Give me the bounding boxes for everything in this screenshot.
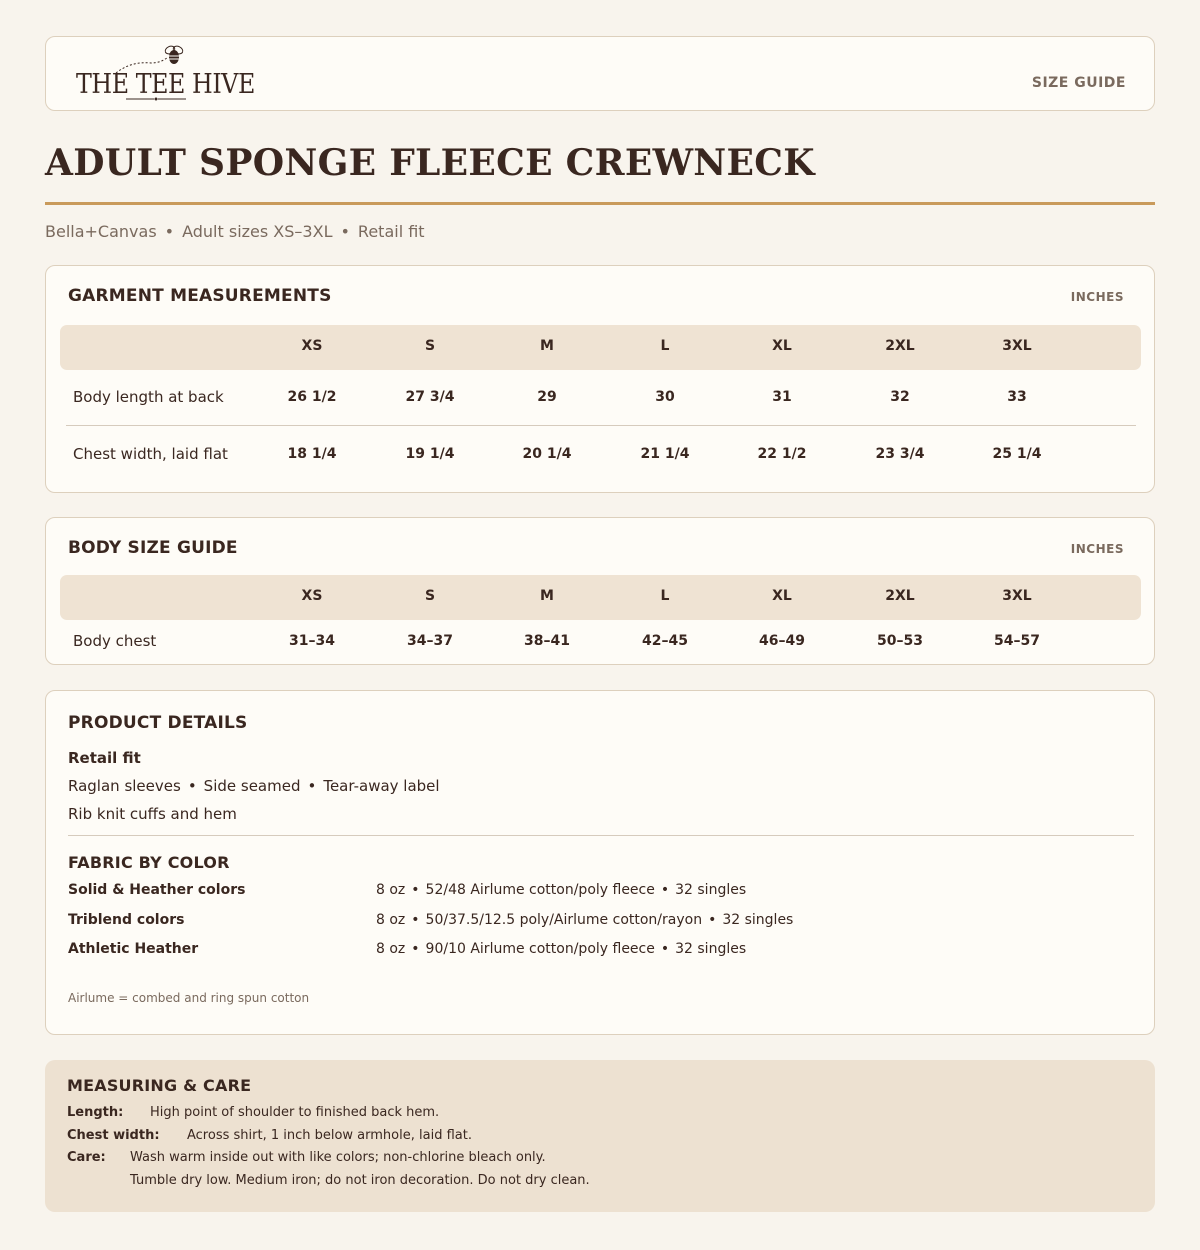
fabric-yarn: 32 singles (675, 941, 747, 957)
size-header: 2XL (885, 588, 915, 604)
size-header: L (660, 588, 670, 604)
length-text: High point of shoulder to finished back hem. (150, 1105, 440, 1120)
table-cell: 18 1/4 (287, 446, 337, 462)
fabric-yarn: 32 singles (675, 882, 747, 898)
subtitle-fit: Retail fit (357, 222, 425, 241)
section-title: PRODUCT DETAILS (68, 713, 248, 733)
size-guide-link[interactable]: SIZE GUIDE (1031, 75, 1126, 91)
table-header (60, 325, 1141, 370)
size-header: 3XL (1002, 338, 1032, 354)
table-cell: 42–45 (642, 633, 688, 649)
table-cell: 50–53 (877, 633, 923, 649)
chest-width-label: Chest width: (67, 1128, 160, 1143)
size-header: L (660, 338, 670, 354)
chest-width-text: Across shirt, 1 inch below armhole, laid flat. (187, 1128, 472, 1143)
table-cell: 54–57 (994, 633, 1040, 649)
fabric-spec (376, 882, 746, 898)
subtitle-separator: • (340, 222, 350, 241)
fabric-spec (376, 912, 793, 928)
fabric-yarn: 32 singles (722, 912, 794, 928)
fabric-title: FABRIC BY COLOR (68, 853, 230, 872)
row-label: Body chest (73, 632, 157, 650)
fabric-content: 90/10 Airlume cotton/poly fleece (425, 941, 655, 957)
table-cell: 26 1/2 (287, 389, 337, 405)
table-cell: 46–49 (759, 633, 805, 649)
table-cell: 21 1/4 (640, 446, 690, 462)
table-cell: 22 1/2 (757, 446, 807, 462)
fabric-content: 50/37.5/12.5 poly/Airlume cotton/rayon (425, 912, 703, 928)
table-cell: 25 1/4 (992, 446, 1042, 462)
fabric-weight: 8 oz (376, 941, 406, 957)
fabric-separator: • (660, 882, 670, 898)
fabric-content: 52/48 Airlume cotton/poly fleece (425, 882, 655, 898)
fabric-weight: 8 oz (376, 912, 406, 928)
size-header: 2XL (885, 338, 915, 354)
size-header: XS (301, 588, 323, 604)
table-cell: 30 (655, 389, 675, 405)
length-label: Length: (67, 1105, 124, 1120)
table-cell: 31 (772, 389, 792, 405)
table-cell: 32 (890, 389, 910, 405)
fabric-separator: • (708, 912, 717, 928)
size-header: S (424, 338, 436, 354)
table-cell: 31–34 (289, 633, 335, 649)
feature-item: Raglan sleeves (68, 777, 181, 795)
table-cell: 34–37 (407, 633, 453, 649)
size-header: M (540, 338, 554, 354)
subtitle-brand: Bella+Canvas (45, 222, 157, 241)
size-header: M (540, 588, 554, 604)
fabric-separator: • (660, 941, 670, 957)
table-cell: 29 (537, 389, 557, 405)
feature-item: Tear-away label (323, 777, 440, 795)
unit-label: INCHES (1070, 290, 1124, 304)
section-title: GARMENT MEASUREMENTS (68, 286, 332, 306)
row-label: Chest width, laid flat (73, 445, 228, 463)
title-divider (45, 202, 1155, 205)
fit-label: Retail fit (68, 749, 141, 767)
section-divider (68, 835, 1134, 836)
size-header: S (424, 588, 436, 604)
product-details-card (45, 690, 1155, 1035)
table-header (60, 575, 1141, 620)
page-title: ADULT SPONGE FLEECE CREWNECK (45, 142, 815, 184)
construction-text: Rib knit cuffs and hem (68, 805, 237, 823)
fabric-label: Athletic Heather (68, 941, 199, 957)
fabric-separator: • (411, 882, 420, 898)
section-title: MEASURING & CARE (67, 1076, 252, 1095)
table-cell: 20 1/4 (522, 446, 572, 462)
fabric-weight: 8 oz (376, 882, 406, 898)
section-title: BODY SIZE GUIDE (68, 538, 238, 558)
feature-item: Side seamed (203, 777, 301, 795)
care-text: Wash warm inside out with like colors; non-chlorine bleach only. (130, 1150, 546, 1165)
care-text: Tumble dry low. Medium iron; do not iron decoration. Do not dry clean. (130, 1173, 590, 1188)
unit-label: INCHES (1070, 542, 1124, 556)
feature-separator: • (307, 777, 317, 795)
feature-list (68, 777, 440, 795)
row-divider (66, 425, 1136, 426)
subtitle-sizes: Adult sizes XS–3XL (182, 222, 333, 241)
fabric-separator: • (411, 941, 420, 957)
row-label: Body length at back (73, 388, 224, 406)
fabric-spec (376, 941, 746, 957)
table-cell: 38–41 (524, 633, 570, 649)
product-subtitle (45, 222, 425, 241)
measuring-care-panel (45, 1060, 1155, 1212)
table-cell: 19 1/4 (405, 446, 455, 462)
fabric-label: Solid & Heather colors (68, 882, 246, 898)
subtitle-separator: • (164, 222, 175, 241)
fabric-note: Airlume = combed and ring spun cotton (68, 991, 310, 1005)
size-header: XL (772, 588, 792, 604)
body-size-guide-card (45, 517, 1155, 665)
brand-name: THE TEE HIVE (76, 69, 255, 100)
size-header: XL (772, 338, 792, 354)
feature-separator: • (187, 777, 197, 795)
garment-measurements-card (45, 265, 1155, 493)
fabric-separator: • (411, 912, 420, 928)
size-header: 3XL (1002, 588, 1032, 604)
size-header: XS (301, 338, 323, 354)
table-cell: 27 3/4 (405, 389, 455, 405)
table-cell: 23 3/4 (875, 446, 925, 462)
fabric-label: Triblend colors (68, 912, 185, 928)
brand-logo[interactable] (76, 43, 255, 103)
care-label: Care: (67, 1150, 106, 1165)
table-cell: 33 (1007, 389, 1027, 405)
site-header (45, 36, 1155, 111)
